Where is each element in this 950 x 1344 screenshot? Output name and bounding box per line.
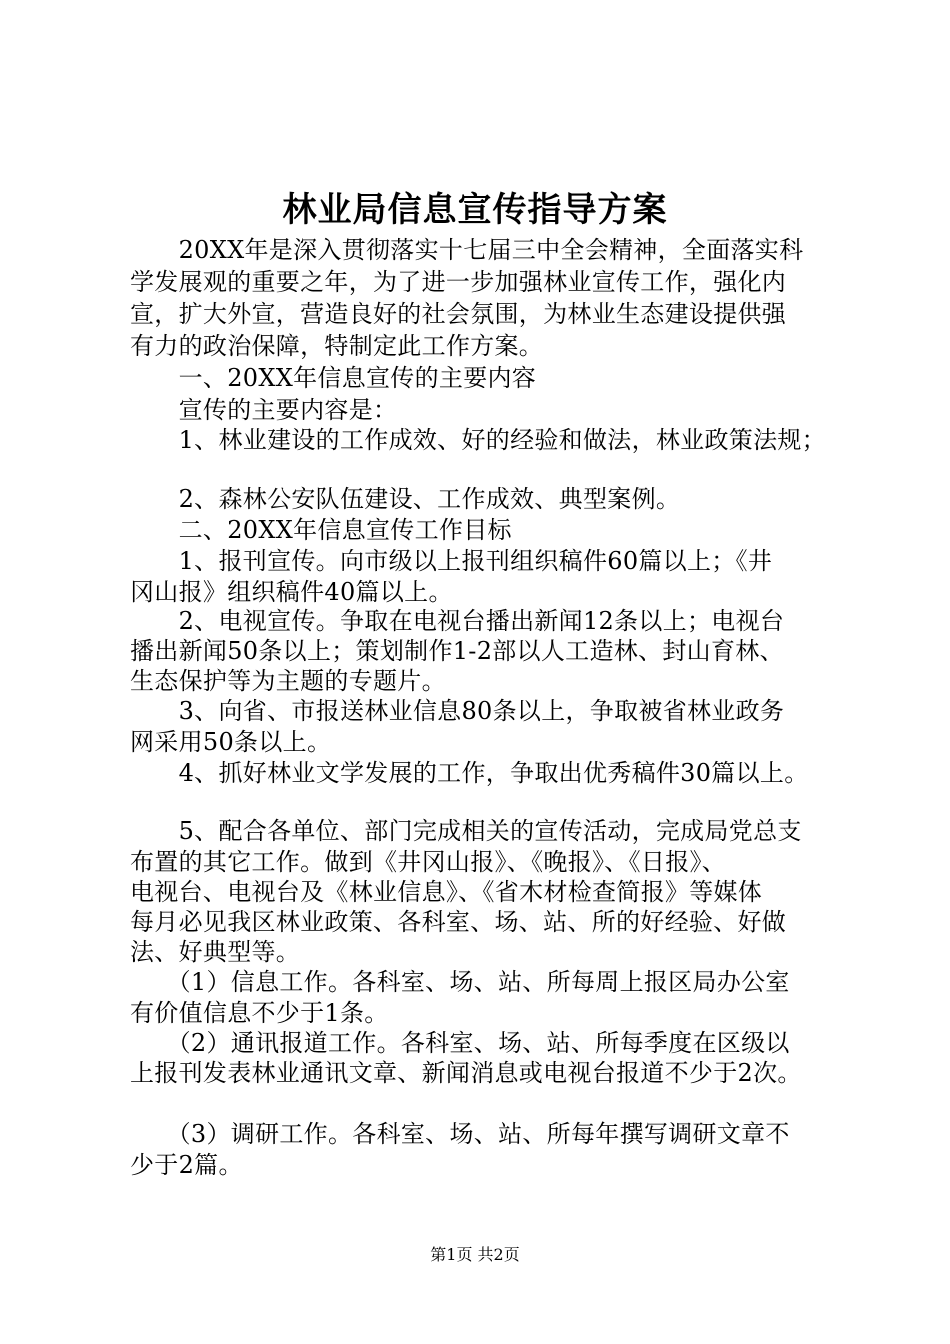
- list-item: （3）调研工作。各科室、场、站、所每年撰写调研文章不: [130, 1120, 790, 1148]
- list-item: 1、报刊宣传。向市级以上报刊组织稿件60篇以上；《井: [130, 547, 773, 575]
- page-title: 林业局信息宣传指导方案: [282, 190, 668, 230]
- list-item: 5、配合各单位、部门完成相关的宣传活动，完成局党总支: [130, 817, 802, 845]
- body-line: 20XX年是深入贯彻落实十七届三中全会精神，全面落实科: [130, 236, 804, 264]
- body-line: 宣，扩大外宣，营造良好的社会氛围，为林业生态建设提供强: [130, 300, 787, 328]
- list-item: （2）通讯报道工作。各科室、场、站、所每季度在区级以: [130, 1029, 790, 1057]
- body-line: 有价值信息不少于1条。: [130, 999, 389, 1027]
- section-heading: 二、20XX年信息宣传工作目标: [130, 516, 512, 544]
- body-line: 生态保护等为主题的专题片。: [130, 667, 446, 695]
- body-line: 播出新闻50条以上；策划制作1-2部以人工造林、封山育林、: [130, 637, 784, 665]
- body-line: 冈山报》组织稿件40篇以上。: [130, 578, 453, 606]
- body-line: 法、好典型等。: [130, 938, 301, 966]
- body-line: 网采用50条以上。: [130, 728, 332, 756]
- body-line: 有力的政治保障，特制定此工作方案。: [130, 332, 544, 360]
- body-line: 学发展观的重要之年，为了进一步加强林业宣传工作，强化内: [130, 268, 787, 296]
- body-line: 上报刊发表林业通讯文章、新闻消息或电视台报道不少于2次。: [130, 1059, 802, 1087]
- list-item: （1）信息工作。各科室、场、站、所每周上报区局办公室: [130, 968, 790, 996]
- list-item: 3、向省、市报送林业信息80条以上，争取被省林业政务: [130, 697, 785, 725]
- section-heading: 一、20XX年信息宣传的主要内容: [130, 364, 537, 392]
- page-footer: 第1页 共2页: [430, 1245, 520, 1264]
- list-item: 2、电视宣传。争取在电视台播出新闻12条以上；电视台: [130, 607, 785, 635]
- list-item: 4、抓好林业文学发展的工作，争取出优秀稿件30篇以上。: [130, 759, 809, 787]
- body-line: 少于2篇。: [130, 1151, 243, 1179]
- body-line: 每月必见我区林业政策、各科室、场、站、所的好经验、好做: [130, 908, 787, 936]
- list-item: 1、林业建设的工作成效、好的经验和做法，林业政策法规；: [130, 426, 826, 454]
- list-item: 2、森林公安队伍建设、工作成效、典型案例。: [130, 485, 681, 513]
- body-line: 布置的其它工作。做到《井冈山报》、《晚报》、《日报》、: [130, 848, 727, 876]
- body-line: 宣传的主要内容是：: [130, 396, 398, 424]
- body-line: 电视台、电视台及《林业信息》、《省木材检查简报》等媒体: [130, 878, 763, 906]
